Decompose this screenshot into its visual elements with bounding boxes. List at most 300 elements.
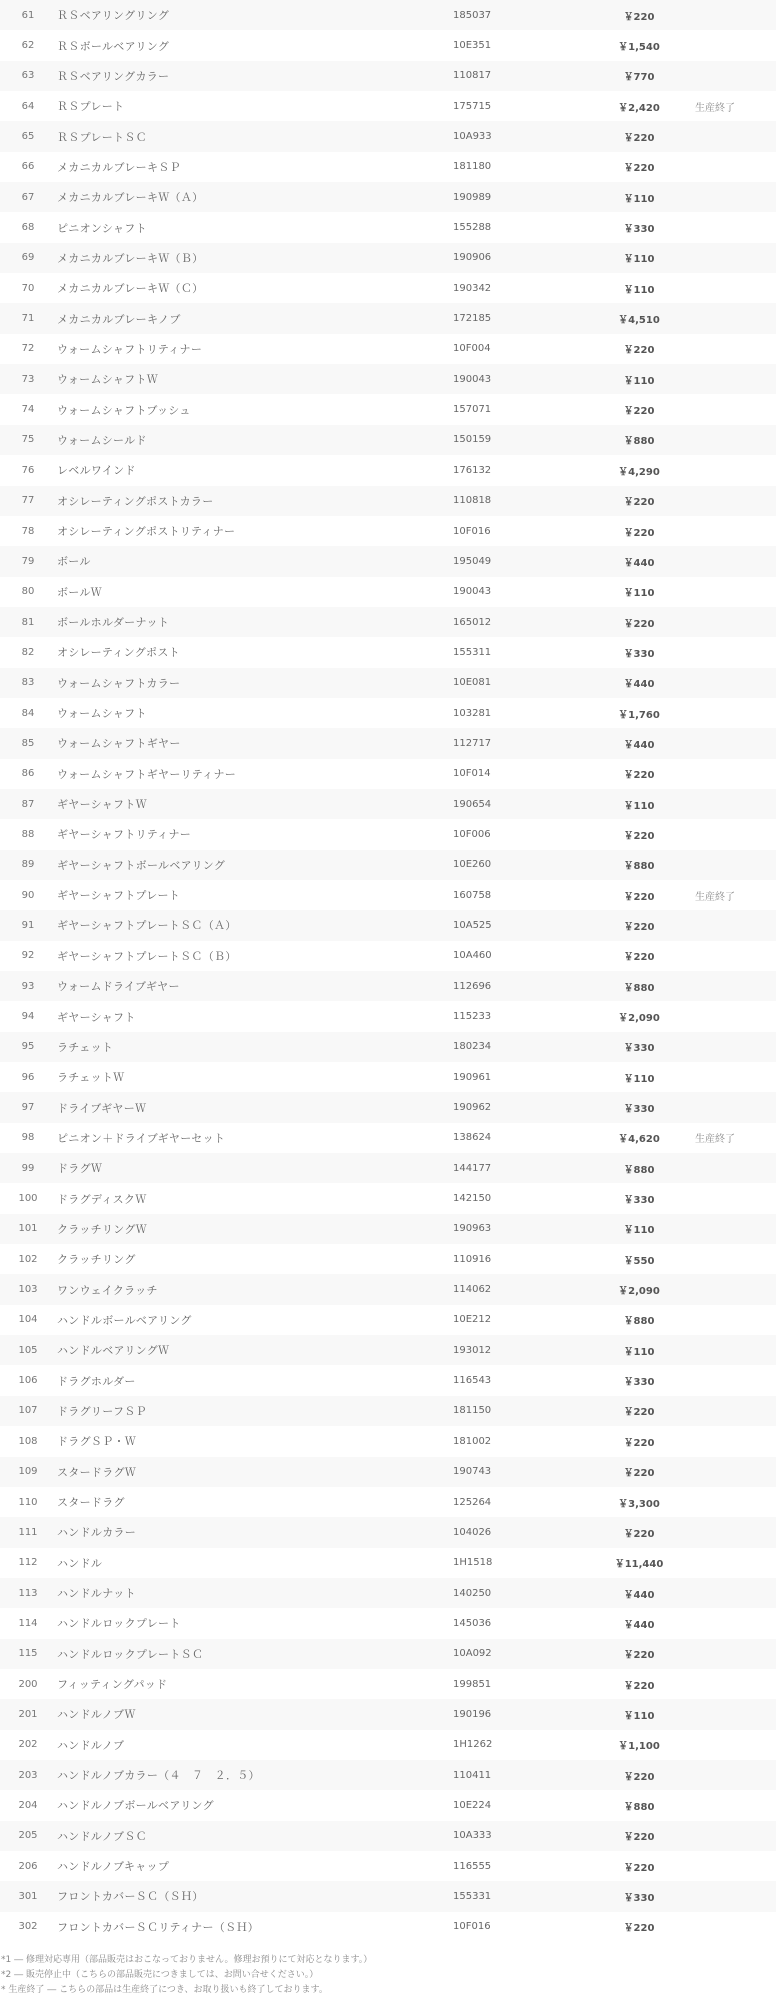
part-code: 190654: [453, 798, 492, 810]
part-code: 110916: [453, 1253, 492, 1265]
table-row: [0, 607, 776, 637]
part-name: フロントカバーＳＣリティナー（ＳＨ）: [57, 1920, 259, 1934]
part-number: 74: [21, 404, 35, 416]
part-price: ￥330: [623, 1377, 655, 1389]
part-code: 104026: [453, 1526, 492, 1538]
part-status-note: [695, 698, 776, 728]
part-code: 145036: [453, 1617, 492, 1629]
part-code: 10E212: [453, 1314, 492, 1326]
part-number: 106: [18, 1375, 38, 1387]
part-status-note: [695, 668, 776, 698]
table-row: [0, 577, 776, 607]
part-code: 10E081: [453, 677, 492, 689]
part-number: 61: [21, 9, 35, 21]
part-price: ￥220: [623, 1528, 655, 1540]
part-number: 206: [18, 1860, 38, 1872]
part-name: レベルワインド: [57, 464, 136, 478]
part-price: ￥880: [623, 861, 655, 873]
part-code: 193012: [453, 1344, 492, 1356]
table-row: [0, 941, 776, 971]
part-name: ギヤーシャフトプレートＳＣ（Ａ）: [57, 919, 237, 933]
part-status-note: [695, 30, 776, 60]
part-price: ￥220: [623, 527, 655, 539]
table-row: [0, 1517, 776, 1547]
part-status-note: [695, 1274, 776, 1304]
part-code: 155331: [453, 1890, 492, 1902]
part-status-note: [695, 1912, 776, 1942]
part-price: ￥220: [623, 1680, 655, 1692]
part-price: ￥220: [623, 921, 655, 933]
part-number: 86: [21, 768, 35, 780]
table-row: [0, 1487, 776, 1517]
part-name: ピニオン＋ドライブギヤーセット: [57, 1131, 226, 1145]
part-code: 144177: [453, 1162, 492, 1174]
part-status-note: [695, 1639, 776, 1669]
table-row: [0, 910, 776, 940]
part-name: ウォームシャフト: [57, 707, 147, 721]
part-code: 181150: [453, 1405, 492, 1417]
part-price: ￥220: [623, 11, 655, 23]
part-status-note: 生産終了: [695, 102, 735, 114]
part-code: 190963: [453, 1223, 492, 1235]
part-number: 112: [18, 1557, 38, 1569]
part-price: ￥220: [623, 133, 655, 145]
part-name: ウォームシールド: [57, 433, 147, 447]
part-number: 68: [21, 222, 35, 234]
part-number: 92: [21, 950, 35, 962]
part-name: クラッチリング: [57, 1253, 136, 1267]
table-row: [0, 91, 776, 121]
part-number: 98: [21, 1132, 35, 1144]
part-status-note: [695, 910, 776, 940]
part-name: ハンドルノブキャップ: [57, 1860, 170, 1874]
part-number: 63: [21, 70, 35, 82]
part-name: ウォームシャフトブッシュ: [57, 403, 191, 417]
part-status-note: [695, 455, 776, 485]
part-code: 181002: [453, 1435, 492, 1447]
part-code: 110411: [453, 1769, 492, 1781]
part-status-note: [695, 1214, 776, 1244]
part-status-note: [695, 1335, 776, 1365]
part-status-note: [695, 1517, 776, 1547]
part-price: ￥330: [623, 1892, 655, 1904]
part-price: ￥220: [623, 163, 655, 175]
table-row: [0, 1426, 776, 1456]
part-name: ボールホルダーナット: [57, 616, 170, 630]
part-code: 195049: [453, 555, 492, 567]
part-price: ￥110: [623, 1710, 655, 1722]
part-name: メカニカルブレーキＷ（Ｂ）: [57, 251, 204, 265]
part-status-note: [695, 1426, 776, 1456]
part-status-note: [695, 1821, 776, 1851]
part-name: スタードラグＷ: [57, 1465, 137, 1479]
part-code: 10F016: [453, 1921, 491, 1933]
part-number: 103: [18, 1284, 38, 1296]
table-row: [0, 1032, 776, 1062]
part-price: ￥110: [623, 800, 655, 812]
part-code: 10E224: [453, 1799, 492, 1811]
part-price: ￥770: [623, 72, 655, 84]
table-row: [0, 425, 776, 455]
part-name: ギヤーシャフトプレートＳＣ（Ｂ）: [57, 949, 237, 963]
part-name: ＲＳベアリングリング: [57, 9, 170, 23]
part-price: ￥4,620: [618, 1134, 660, 1146]
part-code: 10F014: [453, 768, 491, 780]
part-code: 190043: [453, 373, 492, 385]
part-price: ￥220: [623, 1771, 655, 1783]
table-row: [0, 486, 776, 516]
part-price: ￥4,290: [618, 466, 660, 478]
part-name: オシレーティングポストリティナー: [57, 525, 236, 539]
footnote-1: *1 ― 修理対応専用（部品販売はおこなっておりません。修理お預りにて対応となります。）: [1, 1955, 373, 1965]
table-row: [0, 1851, 776, 1881]
part-name: メカニカルブレーキＷ（Ａ）: [57, 191, 204, 205]
part-code: 175715: [453, 100, 492, 112]
part-code: 10A933: [453, 131, 492, 143]
table-row: [0, 1244, 776, 1274]
part-price: ￥220: [623, 952, 655, 964]
part-price: ￥220: [623, 618, 655, 630]
part-price: ￥440: [623, 739, 655, 751]
part-code: 142150: [453, 1193, 492, 1205]
part-status-note: [695, 971, 776, 1001]
part-price: ￥220: [623, 1923, 655, 1935]
part-code: 125264: [453, 1496, 492, 1508]
part-status-note: [695, 819, 776, 849]
part-number: 62: [21, 40, 35, 52]
part-price: ￥11,440: [614, 1559, 664, 1571]
part-price: ￥220: [623, 406, 655, 418]
part-name: ＲＳプレート: [57, 100, 125, 114]
part-price: ￥110: [623, 588, 655, 600]
table-row: [0, 1335, 776, 1365]
part-price: ￥880: [623, 982, 655, 994]
table-row: [0, 1699, 776, 1729]
part-name: ハンドルノブＷ: [57, 1708, 136, 1722]
part-code: 115233: [453, 1011, 492, 1023]
part-name: メカニカルブレーキノブ: [57, 312, 181, 326]
part-number: 85: [21, 737, 35, 749]
table-row: [0, 394, 776, 424]
table-row: [0, 303, 776, 333]
part-name: ドラグＳＰ・Ｗ: [57, 1435, 137, 1449]
part-price: ￥880: [623, 1316, 655, 1328]
part-name: ラチェットＷ: [57, 1071, 125, 1085]
part-name: ウォームシャフトＷ: [57, 373, 159, 387]
part-code: 150159: [453, 434, 492, 446]
part-code: 190989: [453, 191, 492, 203]
part-number: 90: [21, 889, 35, 901]
table-row: [0, 1730, 776, 1760]
part-number: 81: [21, 616, 35, 628]
part-name: ＲＳプレートＳＣ: [57, 130, 147, 144]
part-price: ￥220: [623, 497, 655, 509]
part-price: ￥440: [623, 679, 655, 691]
part-number: 204: [18, 1799, 38, 1811]
part-status-note: [695, 1001, 776, 1031]
part-status-note: [695, 152, 776, 182]
part-status-note: [695, 1305, 776, 1335]
part-status-note: [695, 941, 776, 971]
part-name: ギヤーシャフトボールベアリング: [57, 858, 226, 872]
part-name: ラチェット: [57, 1040, 114, 1054]
part-code: 10A092: [453, 1648, 492, 1660]
part-number: 203: [18, 1769, 38, 1781]
part-number: 302: [18, 1921, 38, 1933]
table-row: [0, 61, 776, 91]
part-price: ￥220: [623, 770, 655, 782]
table-row: [0, 152, 776, 182]
part-status-note: [695, 759, 776, 789]
part-name: ボールＷ: [57, 585, 102, 599]
table-row: [0, 1365, 776, 1395]
part-status-note: [695, 1760, 776, 1790]
part-number: 67: [21, 191, 35, 203]
part-number: 73: [21, 373, 35, 385]
part-number: 102: [18, 1253, 38, 1265]
part-code: 10E351: [453, 40, 492, 52]
part-number: 205: [18, 1830, 38, 1842]
part-price: ￥1,760: [618, 709, 660, 721]
part-price: ￥220: [623, 1437, 655, 1449]
part-number: 104: [18, 1314, 38, 1326]
part-status-note: [695, 637, 776, 667]
table-row: [0, 1578, 776, 1608]
part-number: 99: [21, 1162, 35, 1174]
part-code: 112696: [453, 980, 492, 992]
part-status-note: [695, 425, 776, 455]
part-number: 71: [21, 313, 35, 325]
part-code: 165012: [453, 616, 492, 628]
part-number: 64: [21, 100, 35, 112]
part-name: メカニカルブレーキＷ（Ｃ）: [57, 282, 204, 296]
part-number: 100: [18, 1193, 38, 1205]
part-price: ￥550: [623, 1255, 655, 1267]
part-number: 109: [18, 1466, 38, 1478]
table-row: [0, 1881, 776, 1911]
part-code: 190743: [453, 1466, 492, 1478]
part-code: 116555: [453, 1860, 492, 1872]
table-row: [0, 212, 776, 242]
part-status-note: [695, 212, 776, 242]
part-code: 138624: [453, 1132, 492, 1144]
part-price: ￥880: [623, 1801, 655, 1813]
part-number: 83: [21, 677, 35, 689]
part-status-note: 生産終了: [695, 891, 735, 903]
part-name: ドライブギヤーＷ: [57, 1101, 147, 1115]
part-name: ハンドルロックプレート: [57, 1617, 181, 1631]
part-number: 301: [18, 1890, 38, 1902]
table-row: [0, 121, 776, 151]
part-status-note: [695, 1092, 776, 1122]
part-price: ￥220: [623, 1650, 655, 1662]
part-code: 180234: [453, 1041, 492, 1053]
part-code: 199851: [453, 1678, 492, 1690]
part-price: ￥110: [623, 193, 655, 205]
part-number: 96: [21, 1071, 35, 1083]
part-price: ￥330: [623, 1043, 655, 1055]
table-row: [0, 880, 776, 910]
part-code: 112717: [453, 737, 492, 749]
table-row: [0, 1912, 776, 1942]
part-status-note: [695, 1396, 776, 1426]
part-status-note: [695, 728, 776, 758]
table-row: [0, 1396, 776, 1426]
table-row: [0, 637, 776, 667]
part-status-note: [695, 364, 776, 394]
part-name: ギヤーシャフト: [57, 1010, 136, 1024]
part-code: 155288: [453, 222, 492, 234]
table-row: [0, 1639, 776, 1669]
part-price: ￥1,540: [618, 42, 660, 54]
part-price: ￥440: [623, 1589, 655, 1601]
part-name: ドラグＷ: [57, 1162, 103, 1176]
part-name: フロントカバーＳＣ（ＳＨ）: [57, 1890, 204, 1904]
part-price: ￥220: [623, 1832, 655, 1844]
part-code: 190043: [453, 586, 492, 598]
part-name: ワンウェイクラッチ: [57, 1283, 158, 1297]
part-code: 190906: [453, 252, 492, 264]
table-row: [0, 1821, 776, 1851]
part-price: ￥2,420: [618, 102, 660, 114]
part-price: ￥110: [623, 1346, 655, 1358]
table-row: [0, 1790, 776, 1820]
table-row: [0, 273, 776, 303]
part-number: 87: [21, 798, 35, 810]
part-status-note: [695, 1699, 776, 1729]
part-code: 157071: [453, 404, 492, 416]
part-name: ＲＳボールベアリング: [57, 39, 170, 53]
part-status-note: [695, 1153, 776, 1183]
part-status-note: [695, 1669, 776, 1699]
part-number: 110: [18, 1496, 38, 1508]
part-status-note: [695, 1183, 776, 1213]
table-row: [0, 728, 776, 758]
part-name: ハンドルカラー: [57, 1526, 137, 1540]
part-name: ウォームシャフトリティナー: [57, 342, 203, 356]
part-number: 101: [18, 1223, 38, 1235]
part-status-note: [695, 607, 776, 637]
part-number: 76: [21, 464, 35, 476]
part-code: 1H1262: [453, 1739, 493, 1751]
footnote-2: *2 ― 販売停止中（こちらの部品販売につきましては、お問い合せください。）: [1, 1970, 319, 1980]
part-code: 10A333: [453, 1830, 492, 1842]
part-number: 79: [21, 555, 35, 567]
table-row: [0, 1214, 776, 1244]
part-number: 105: [18, 1344, 38, 1356]
part-code: 172185: [453, 313, 492, 325]
part-name: ＲＳベアリングカラー: [57, 69, 170, 83]
part-number: 93: [21, 980, 35, 992]
part-price: ￥880: [623, 436, 655, 448]
part-number: 94: [21, 1011, 35, 1023]
part-name: ドラグホルダー: [57, 1374, 136, 1388]
part-status-note: [695, 516, 776, 546]
part-number: 65: [21, 131, 35, 143]
table-row: [0, 1062, 776, 1092]
part-status-note: [695, 850, 776, 880]
table-row: [0, 182, 776, 212]
table-row: [0, 455, 776, 485]
part-price: ￥880: [623, 1164, 655, 1176]
table-row: [0, 850, 776, 880]
part-number: 95: [21, 1041, 35, 1053]
part-name: ハンドル: [57, 1556, 103, 1570]
part-status-note: [695, 1457, 776, 1487]
table-row: [0, 364, 776, 394]
part-price: ￥110: [623, 284, 655, 296]
part-status-note: [695, 789, 776, 819]
part-code: 116543: [453, 1375, 492, 1387]
part-price: ￥220: [623, 345, 655, 357]
part-name: ドラグディスクＷ: [57, 1192, 147, 1206]
part-price: ￥110: [623, 375, 655, 387]
part-name: フィッティングパッド: [57, 1678, 168, 1692]
part-number: 108: [18, 1435, 38, 1447]
part-status-note: [695, 546, 776, 576]
part-name: ギヤーシャフトプレート: [57, 889, 181, 903]
footnotes: [0, 1953, 776, 1998]
part-code: 176132: [453, 464, 492, 476]
part-code: 140250: [453, 1587, 492, 1599]
part-status-note: [695, 1790, 776, 1820]
footnote-3: * 生産終了 ― こちらの部品は生産終了につき、お取り扱いも終了しております。: [1, 1985, 328, 1995]
part-number: 69: [21, 252, 35, 264]
part-price: ￥330: [623, 224, 655, 236]
part-number: 78: [21, 525, 35, 537]
part-number: 84: [21, 707, 35, 719]
table-row: [0, 1092, 776, 1122]
part-price: ￥220: [623, 1862, 655, 1874]
table-row: [0, 1548, 776, 1578]
part-number: 80: [21, 586, 35, 598]
part-code: 190961: [453, 1071, 492, 1083]
part-number: 88: [21, 828, 35, 840]
part-code: 10F016: [453, 525, 491, 537]
part-code: 114062: [453, 1284, 492, 1296]
part-code: 110817: [453, 70, 492, 82]
table-row: [0, 1305, 776, 1335]
part-status-note: [695, 1365, 776, 1395]
part-code: 10F004: [453, 343, 491, 355]
table-row: [0, 1760, 776, 1790]
part-status-note: [695, 394, 776, 424]
part-code: 155311: [453, 646, 492, 658]
part-code: 110818: [453, 495, 492, 507]
part-number: 91: [21, 919, 35, 931]
part-status-note: [695, 1730, 776, 1760]
part-name: ウォームシャフトギヤー: [57, 737, 181, 751]
part-price: ￥2,090: [618, 1013, 660, 1025]
part-price: ￥1,100: [618, 1741, 660, 1753]
part-status-note: [695, 1578, 776, 1608]
part-code: 160758: [453, 889, 492, 901]
part-number: 113: [18, 1587, 38, 1599]
part-code: 185037: [453, 9, 492, 21]
part-name: ウォームシャフトカラー: [57, 676, 181, 690]
part-name: ハンドルノブ: [57, 1738, 125, 1752]
part-name: ハンドルベアリングＷ: [57, 1344, 170, 1358]
part-price: ￥330: [623, 1104, 655, 1116]
part-code: 190342: [453, 282, 492, 294]
table-row: [0, 819, 776, 849]
part-price: ￥110: [623, 254, 655, 266]
part-price: ￥330: [623, 648, 655, 660]
part-number: 115: [18, 1648, 38, 1660]
part-status-note: [695, 577, 776, 607]
table-row: [0, 759, 776, 789]
part-price: ￥110: [623, 1225, 655, 1237]
